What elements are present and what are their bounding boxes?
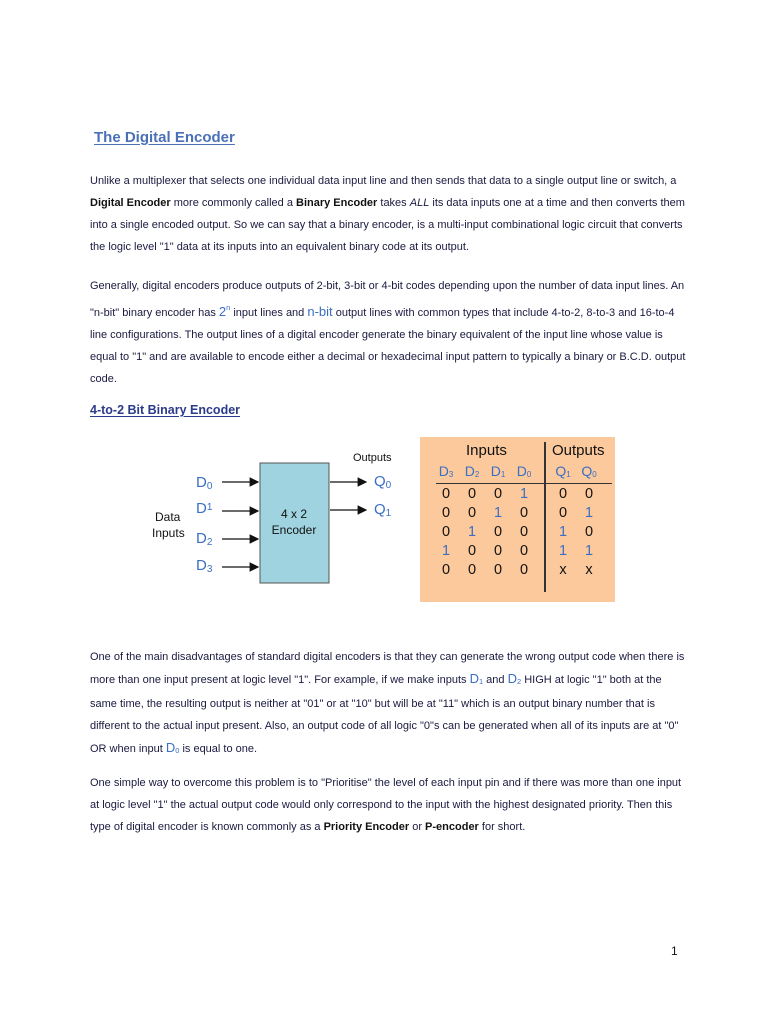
truth-table-cell: 1 [493, 505, 503, 521]
truth-table-col-header: D3 [438, 463, 454, 479]
data-label: Data [155, 510, 181, 524]
input-label-d0: D0 [196, 474, 213, 492]
text: takes [377, 197, 410, 209]
block-label-size: 4 x 2 [280, 507, 308, 521]
paragraph-priority [90, 772, 690, 838]
truth-table-inputs-header: Inputs [466, 442, 507, 459]
term-digital-encoder: Digital Encoder [90, 197, 171, 209]
math-d0: D [165, 740, 176, 755]
truth-table-cell: 0 [467, 486, 477, 502]
input-label-d1: $D^1$ [196, 500, 213, 517]
paragraph-general [90, 275, 690, 390]
truth-table-cell: 1 [467, 524, 477, 540]
math-d0-sub: 0 [175, 746, 180, 755]
page-title: The Digital Encoder [94, 129, 235, 146]
truth-table-cell: 1 [519, 486, 529, 502]
text: is equal to one. [179, 743, 258, 755]
text: more commonly called a [170, 197, 297, 209]
term-p-encoder: P-encoder [425, 821, 479, 833]
truth-table-cell: 0 [558, 505, 568, 521]
truth-table-cell: x [585, 562, 593, 578]
truth-table-cell: 0 [493, 524, 503, 540]
truth-table-cell: 1 [558, 524, 568, 540]
truth-table-cell: 0 [441, 505, 451, 521]
math-d1-sub: 1 [478, 677, 484, 686]
truth-table-cell: 0 [584, 486, 594, 502]
math-two: 2 [218, 304, 227, 319]
truth-table-outputs-header: Outputs [552, 442, 605, 459]
input-label-d2: D2 [196, 530, 213, 548]
truth-table-col-header: Q0 [581, 463, 597, 479]
math-n-bit: n-bit [307, 304, 333, 319]
truth-table-col-header: D2 [464, 463, 480, 479]
encoder-block-diagram [140, 445, 420, 605]
truth-table-cell: 1 [441, 543, 451, 559]
outputs-label: Outputs [353, 452, 392, 464]
truth-table-cell: 0 [558, 486, 568, 502]
math-d2-sub: 2 [516, 677, 522, 686]
truth-table-cell: 0 [467, 505, 477, 521]
page-number: 1 [671, 944, 678, 958]
truth-table [420, 437, 615, 602]
text: output lines with common types that include 4-to-2, 8-to-3 and 16-to-4 line configurations. The output lines of a digital encoder generate the binary equivalent of the input line whose value is equal to "1" and are available to encode either a decimal or hexadecimal input pattern to typically a binary or B.C.D. output code. [90, 307, 686, 385]
text: and [483, 674, 508, 686]
math-superscript-n: n [226, 303, 231, 312]
paragraph-intro [90, 170, 690, 258]
math-d2: D [507, 671, 517, 686]
truth-table-cell: 1 [584, 505, 594, 521]
output-label-q1: Q1 [374, 501, 392, 519]
truth-table-cell: 0 [441, 524, 451, 540]
paragraph-disadvantages [90, 646, 690, 762]
truth-table-cell: x [559, 562, 567, 578]
term-binary-encoder: Binary Encoder [296, 197, 378, 209]
text: One of the main disadvantages of standard digital encoders is that they can generate the wrong output code when there is more than one input present at logic level "1". For example, if we make inputs [90, 651, 685, 686]
truth-table-cell: 0 [493, 486, 503, 502]
math-d1: D [469, 671, 479, 686]
text: Unlike a multiplexer that selects one individual data input line and then sends that data to a single output line or switch, a [90, 175, 677, 187]
text: for short. [478, 821, 526, 833]
inputs-label: Inputs [152, 526, 185, 540]
truth-table-cell: 0 [519, 543, 529, 559]
truth-table-cell: 1 [584, 543, 594, 559]
truth-table-col-header: D1 [490, 463, 506, 479]
truth-table-cell: 0 [519, 505, 529, 521]
text: its data inputs one at a time and then converts them into a single encoded output. So we can say that a binary encoder, is a multi-input combinational logic circuit that converts the logic level "1" data at its inputs into an equivalent binary code at its output. [90, 197, 685, 253]
output-label-q0: Q0 [374, 473, 392, 491]
text: Generally, digital encoders produce outputs of 2-bit, 3-bit or 4-bit codes depending upon the number of data input lines. An "n-bit" binary encoder has [90, 280, 685, 319]
truth-table-cell: 0 [519, 524, 529, 540]
truth-table-col-header: D0 [516, 463, 532, 479]
emphasis-all: ALL [409, 197, 430, 209]
truth-table-cell: 0 [519, 562, 529, 578]
text: input lines and [230, 307, 308, 319]
truth-table-cell: 0 [493, 562, 503, 578]
text: HIGH at logic "1" both at the same time, the resulting output is neither at "01" or at "10" but will be at "11" which is an output binary number that is different to the actual input present. Also, an output code of all logic "0"s can be generated when all of its inputs are at "0" OR when input [90, 674, 679, 755]
truth-table-cell: 0 [584, 524, 594, 540]
term-priority-encoder: Priority Encoder [323, 821, 410, 833]
truth-table-divider [544, 442, 546, 592]
truth-table-cell: 0 [467, 562, 477, 578]
truth-table-header-rule [436, 483, 612, 484]
text: or [409, 821, 426, 833]
truth-table-cell: 0 [441, 486, 451, 502]
truth-table-cell: 1 [558, 543, 568, 559]
input-label-d3: D3 [196, 557, 213, 575]
truth-table-cell: 0 [493, 543, 503, 559]
truth-table-cell: 0 [441, 562, 451, 578]
truth-table-cell: 0 [467, 543, 477, 559]
truth-table-col-header: Q1 [555, 463, 571, 479]
block-label-encoder: Encoder [271, 523, 317, 537]
section-heading: 4-to-2 Bit Binary Encoder [90, 403, 241, 417]
text: One simple way to overcome this problem is to "Prioritise" the level of each input pin and if there was more than one input at logic level "1" the actual output code would only correspond to the input with the highest designated priority. Then this type of digital encoder is known commonly as a [90, 777, 682, 833]
